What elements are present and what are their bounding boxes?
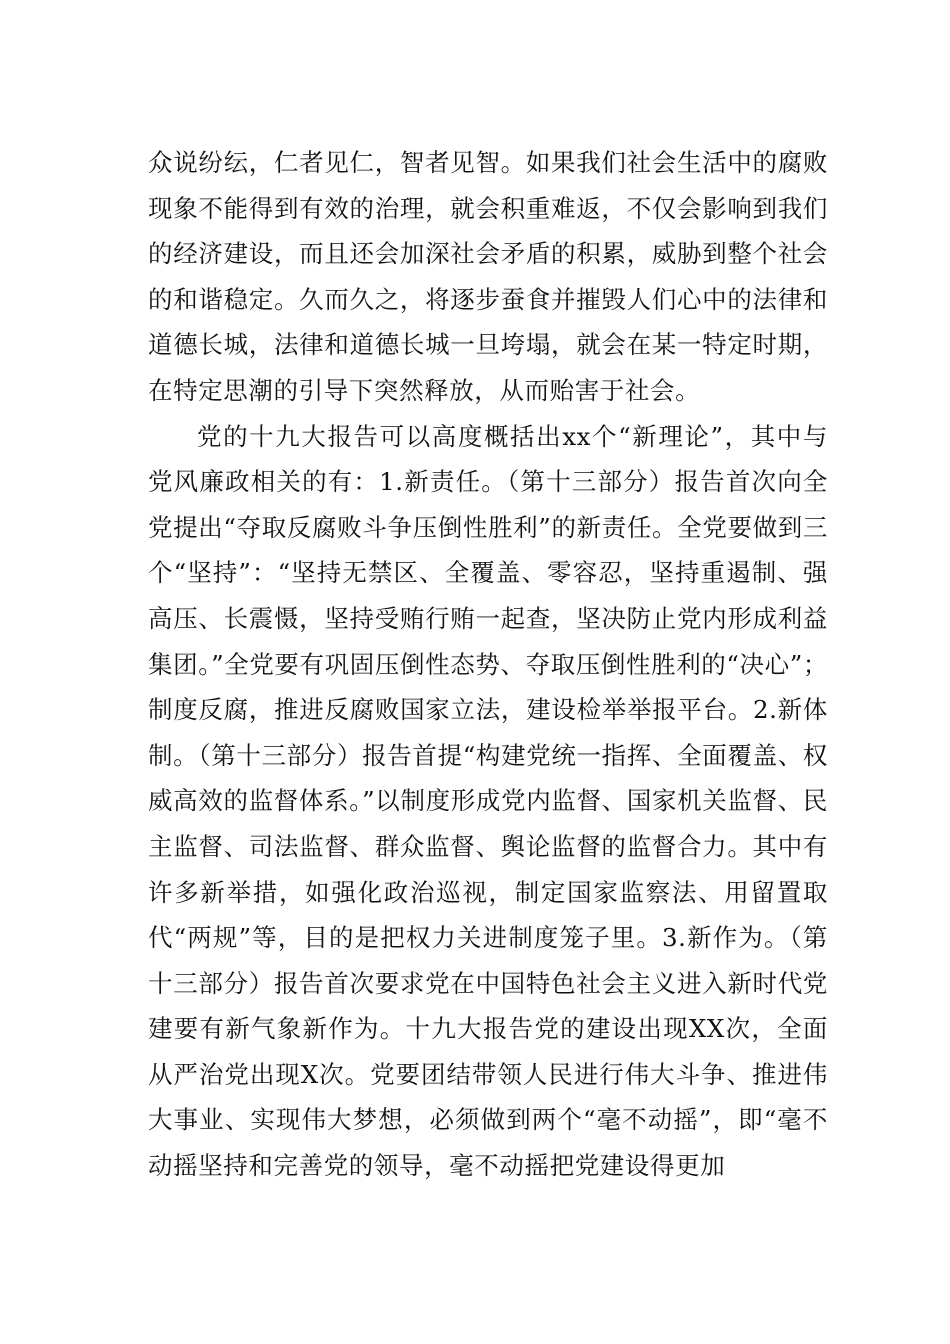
body-text xyxy=(148,140,828,1189)
paragraph-continuation: 众说纷纭，仁者见仁，智者见智。如果我们社会生活中的腐败现象不能得到有效的治理，就会积重难返，不仅会影响到我们的经济建设，而且还会加深社会矛盾的积累，威胁到整个社会的和谐稳定。久而久之，将逐步蚕食并摧毁人们心中的法律和道德长城，法律和道德长城一旦垮塌，就会在某一特定时期，在特定思潮的引导下突然释放，从而贻害于社会。 xyxy=(148,148,828,405)
paragraph-new-theories: 党的十九大报告可以高度概括出xx个“新理论”，其中与党风廉政相关的有：1.新责任。（第十三部分）报告首次向全党提出“夺取反腐败斗争压倒性胜利”的新责任。全党要做到三个“坚持”：“坚持无禁区、全覆盖、零容忍，坚持重遏制、强高压、长震慑，坚持受贿行贿一起查，坚决防止党内形成利益集团。”全党要有巩固压倒性态势、夺取压倒性胜利的“决心”；制度反腐，推进反腐败国家立法，建设检举举报平台。2.新体制。（第十三部分）报告首提“构建党统一指挥、全面覆盖、权威高效的监督体系。”以制度形成党内监督、国家机关监督、民主监督、司法监督、群众监督、舆论监督的监督合力。其中有许多新举措，如强化政治巡视，制定国家监察法、用留置取代“两规”等，目的是把权力关进制度笼子里。3.新作为。（第十三部分）报告首次要求党在中国特色社会主义进入新时代党建要有新气象新作为。十九大报告党的建设出现XX次，全面从严治党出现X次。党要团结带领人民进行伟大斗争、推进伟大事业、实现伟大梦想，必须做到两个“毫不动摇”，即“毫不动摇坚持和完善党的领导，毫不动摇把党建设得更加 xyxy=(148,421,828,1181)
